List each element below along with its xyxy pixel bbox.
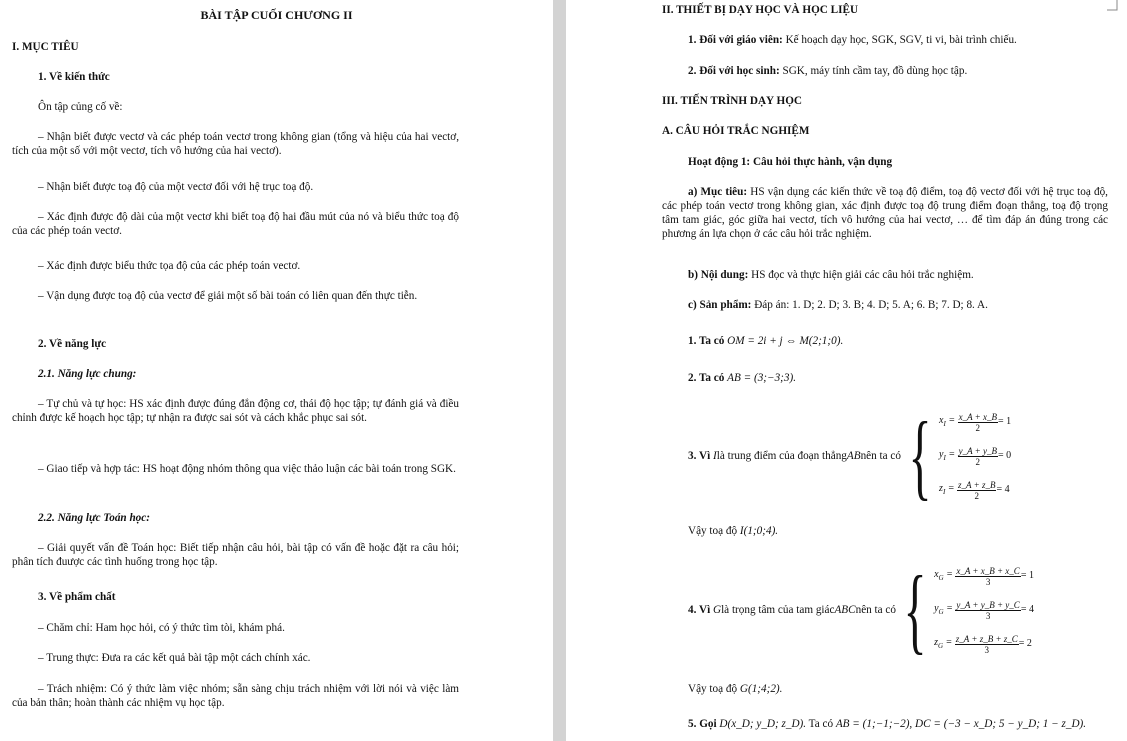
answer-4-row-x: $x_G$ = $\frac{x\_A + x\_B + x\_C}{3}$ = 1 xyxy=(934,565,1034,587)
activity-objective xyxy=(662,185,1108,241)
answer-3-row-z: $z_I$ = $\frac{z\_A + z\_B}{2}$ = 4 xyxy=(939,479,1010,501)
answer-3-post: nên ta có xyxy=(860,450,901,462)
answer-4-point: G xyxy=(712,604,722,616)
answer-2 xyxy=(688,371,796,385)
answer-5 xyxy=(688,717,1086,731)
answer-5-math-2: AB = (1;−1;−2), DC = (−3 − x_D; 5 − y_D; 1 − z_D). xyxy=(835,718,1087,730)
answer-3-label: 3. Vì xyxy=(688,450,711,462)
general-competence-1: – Tự chủ và tự học: HS xác định được đúng đắn động cơ, thái độ học tập; tự đánh giá và điều chỉnh được kế hoạch học tập; tự nhận ra được sai sót và cách khắc phục sai sót. xyxy=(12,398,459,424)
knowledge-item-3: – Xác định được độ dài của một vectơ khi biết toạ độ hai đầu mút của nó và biểu thức toạ độ của các phép toán vectơ. xyxy=(12,211,459,237)
answer-1-math: OM = 2i + j ⇔ M(2;1;0). xyxy=(727,335,844,347)
review-intro: Ôn tập củng cố về: xyxy=(38,101,123,113)
answer-4-row-y: $y_G$ = $\frac{y\_A + y\_B + y\_C}{3}$ = 4 xyxy=(934,599,1034,621)
answer-3-point: I xyxy=(712,450,717,462)
document-page-left xyxy=(0,0,553,741)
answer-4-label: 4. Vì xyxy=(688,604,711,616)
activity-content xyxy=(688,268,974,282)
general-competence-2: – Giao tiếp và hợp tác: HS hoạt động nhóm thông qua việc thảo luận các bài toán trong SGK. xyxy=(38,463,456,475)
answer-3-system: { $x_I$ = $\frac{x\_A + x\_B}{2}$ = 1 $y_I$ = $\frac{y\_A + y\_B}{2}$ = 0 $z_I$ = $\frac{z\_A + z\_B}{2}$ = 4 xyxy=(908,402,1012,509)
answer-3-row-x: $x_I$ = $\frac{x\_A + x\_B}{2}$ = 1 xyxy=(939,411,1012,433)
knowledge-item-1: – Nhận biết được vectơ và các phép toán vectơ trong không gian (tổng và hiệu của hai vectơ, tích của một số với một vectơ, tích vô hướng của hai vectơ). xyxy=(12,131,459,157)
quality-diligence: – Chăm chỉ: Ham học hỏi, có ý thức tìm tòi, khám phá. xyxy=(38,622,285,634)
answer-4-system: { $x_G$ = $\frac{x\_A + x\_B + x\_C}{3}$ = 1 $y_G$ = $\frac{y\_A + y\_B + y\_C}{3}$ = 4 $z_G$ = $\frac{z\_A + z\_B + z\_C}{3}$ = 2 xyxy=(903,556,1034,663)
equipment-teacher-label: 1. Đối với giáo viên: xyxy=(688,34,783,46)
heading-process: III. TIẾN TRÌNH DẠY HỌC xyxy=(662,95,802,107)
answer-4 xyxy=(688,556,1034,664)
answer-5-mid: Ta có xyxy=(806,718,836,730)
knowledge-item-5: – Vận dụng được toạ độ của vectơ để giải một số bài toán có liên quan đến thực tiễn. xyxy=(38,290,418,302)
heading-objectives: I. MỤC TIÊU xyxy=(12,41,79,53)
answer-4-row-z: $z_G$ = $\frac{z\_A + z\_B + z\_C}{3}$ = 2 xyxy=(934,633,1032,655)
answer-2-label: 2. Ta có xyxy=(688,372,725,384)
answer-5-label: 5. Gọi xyxy=(688,718,717,730)
equipment-teacher xyxy=(688,33,1017,47)
heading-knowledge: 1. Về kiến thức xyxy=(38,71,110,83)
answer-4-post: nên ta có xyxy=(855,604,896,616)
heading-competence: 2. Về năng lực xyxy=(38,338,107,350)
activity-product xyxy=(688,298,988,312)
activity-content-text: HS đọc và thực hiện giải các câu hỏi trắc nghiệm. xyxy=(748,269,974,281)
equipment-student-label: 2. Đối với học sinh: xyxy=(688,65,780,77)
heading-activity-1: Hoạt động 1: Câu hỏi thực hành, vận dụng xyxy=(688,156,893,168)
heading-equipment: II. THIẾT BỊ DẠY HỌC VÀ HỌC LIỆU xyxy=(662,4,859,16)
answer-3-row-y: $y_I$ = $\frac{y\_A + y\_B}{2}$ = 0 xyxy=(939,445,1012,467)
activity-objective-text: HS vận dụng các kiến thức về toạ độ điểm, toạ độ vectơ đối với hệ trục toạ độ, các phép toán vectơ trong không gian, xác định được toạ độ trung điểm đoạn thẳng, toạ độ trọng tâm tam giác, góc giữa hai vectơ, tích vô hướng của hai vectơ, … để tìm đáp án đúng trong các phương án lựa chọn ở các câu hỏi trắc nghiệm. xyxy=(662,186,1108,240)
heading-multiple-choice: A. CÂU HỎI TRẮC NGHIỆM xyxy=(662,125,810,137)
knowledge-item-4: – Xác định được biểu thức tọa độ của các phép toán vectơ. xyxy=(38,260,301,272)
document-page-right xyxy=(566,0,1127,741)
heading-general-competence: 2.1. Năng lực chung: xyxy=(38,368,137,380)
equipment-student-text: SGK, máy tính cầm tay, đồ dùng học tập. xyxy=(779,65,968,77)
answer-1-label: 1. Ta có xyxy=(688,335,725,347)
answer-3-conclusion: Vậy toạ độ I(1;0;4). xyxy=(688,525,779,537)
answer-3 xyxy=(688,402,1011,510)
document-title: BÀI TẬP CUỐI CHƯƠNG II xyxy=(200,8,353,22)
math-competence-1: – Giải quyết vấn đề Toán học: Biết tiếp nhận câu hỏi, bài tập có vấn đề hoặc đặt ra câu hỏi; phân tích đuược các tình huống trong học tập. xyxy=(12,542,459,568)
answer-4-conclusion: Vậy toạ độ G(1;4;2). xyxy=(688,683,783,695)
answer-1 xyxy=(688,334,843,348)
equipment-teacher-text: Kế hoạch dạy học, SGK, SGV, ti vi, bài trình chiếu. xyxy=(782,34,1017,46)
answer-3-segment: AB xyxy=(846,450,861,462)
page-gutter xyxy=(553,0,566,741)
activity-objective-label: a) Mục tiêu: xyxy=(688,186,748,198)
answer-3-mid: là trung điểm của đoạn thẳng xyxy=(716,450,847,462)
activity-content-label: b) Nội dung: xyxy=(688,269,749,281)
quality-responsibility: – Trách nhiệm: Có ý thức làm việc nhóm; sẵn sàng chịu trách nhiệm với lời nói và việc làm của bản thân; hoàn thành các nhiệm vụ học tập. xyxy=(12,683,459,709)
activity-product-label: c) Sản phẩm: xyxy=(688,299,752,311)
equipment-student xyxy=(688,64,967,78)
answer-5-math-1: D(x_D; y_D; z_D). xyxy=(719,718,807,730)
answer-2-math: AB = (3;−3;3). xyxy=(727,372,797,384)
answer-4-mid: là trọng tâm của tam giác xyxy=(721,604,835,616)
heading-math-competence: 2.2. Năng lực Toán học: xyxy=(38,512,150,524)
quality-honesty: – Trung thực: Đưa ra các kết quả bài tập một cách chính xác. xyxy=(38,652,311,664)
knowledge-item-2: – Nhận biết được toạ độ của một vectơ đối với hệ trục toạ độ. xyxy=(38,181,314,193)
answer-4-triangle: ABC xyxy=(834,604,856,616)
text-boundary-mark-icon xyxy=(1107,0,1119,12)
heading-qualities: 3. Về phẩm chất xyxy=(38,591,116,603)
activity-product-text: Đáp án: 1. D; 2. D; 3. B; 4. D; 5. A; 6. B; 7. D; 8. A. xyxy=(751,299,988,311)
